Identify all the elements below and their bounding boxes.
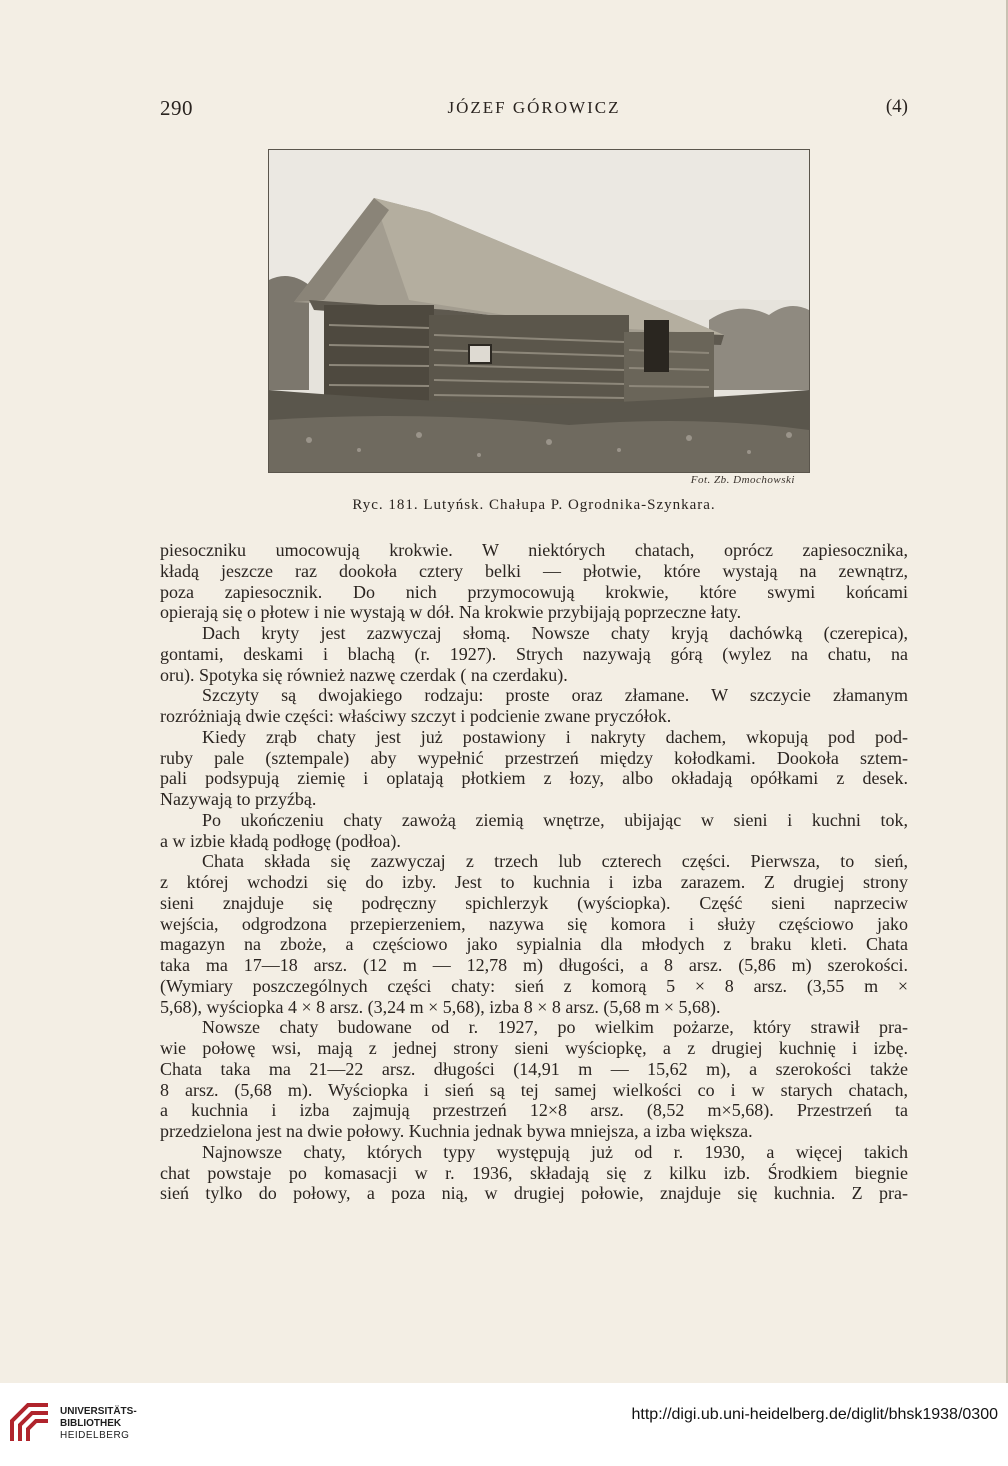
text-line: przedzielona jest na dwie połowy. Kuchnia jednak bywa mniejsza, a izba większa. — [160, 1121, 753, 1141]
text-line: Dach kryty jest zazwyczaj słomą. Nowsze chaty kryją dachówką (czerepica), — [202, 623, 908, 643]
text-line: sieni znajduje się podręczny spichlerzyk (wyściopka). Część sieni naprzeciw — [160, 892, 908, 913]
section-mark: (4) — [885, 96, 908, 117]
page-url-link[interactable]: http://digi.ub.uni-heidelberg.de/diglit/bhsk1938/0300 — [631, 1406, 998, 1423]
text-line: 8 arsz. (5,68 m). Wyściopka i sień są tej samej wielkości co i w starych chatach, — [160, 1079, 908, 1100]
text-line: Nowsze chaty budowane od r. 1927, po wielkim pożarze, który strawił pra- — [202, 1017, 908, 1038]
text-line: Chata taka ma 21—22 arsz. długości (14,91 m — 15,62 m), a szerokości także — [160, 1058, 908, 1079]
text-line: Najnowsze chaty, których typy występują już od r. 1930, a więcej takich — [202, 1141, 908, 1162]
house-photograph — [268, 149, 810, 473]
text-line: Nazywają to przyźbą. — [160, 789, 317, 809]
text-line: 5,68), wyściopka 4 × 8 arsz. (3,24 m × 5,68), izba 8 × 8 arsz. (5,68 m × 5,68). — [160, 996, 721, 1017]
text-line: Po ukończeniu chaty zawożą ziemią wnętrze, ubijając w sieni i kuchni tok, — [202, 809, 908, 830]
text-line: Chata składa się zazwyczaj z trzech lub czterech części. Pierwsza, to sień, — [202, 851, 908, 872]
text-line: gontami, deskami i blachą (r. 1927). Strych nazywają górą (wylez na chatu, na — [160, 643, 908, 664]
text-line: sień tylko do połowy, a poza nią, w drugiej połowie, znajduje się kuchnia. Z pra- — [160, 1183, 908, 1204]
text-line: taka ma 17—18 arsz. (12 m — 12,78 m) długości, a 8 arsz. (5,86 m) szerokości. — [160, 955, 908, 975]
text-line: wie połowę wsi, mają z jednej strony sieni wyściopkę, a z drugiej kuchnię i izbę. — [160, 1038, 908, 1058]
photo-credit: Fot. Zb. Dmochowski — [690, 474, 795, 486]
text-line: wejścia, odgrodzona przepierzeniem, nazywa się komora i służy częściowo jako — [160, 913, 908, 934]
library-name-line: BIBLIOTHEK — [60, 1418, 122, 1429]
text-line: ruby pale (sztempale) aby wypełnić przestrzeń między kołodkami. Dookoła sztem- — [160, 747, 908, 768]
library-logo-icon — [8, 1401, 52, 1445]
text-line: piesoczniku umocowują krokwie. W niektórych chatach, oprócz zapiesocznika, — [160, 540, 908, 560]
text-line: chat powstaje po komasacji w r. 1936, składają się z kilku izb. Środkiem biegnie — [160, 1162, 908, 1183]
library-logo[interactable] — [8, 1401, 208, 1451]
text-line: (Wymiary poszczególnych części chaty: sień z komorą 5 × 8 arsz. (3,55 m × — [160, 975, 908, 996]
text-line: poza zapiesocznik. Do nich przymocowują krokwie, które swymi końcami — [160, 581, 908, 602]
library-name-line: HEIDELBERG — [60, 1430, 130, 1441]
page-number: 290 — [160, 96, 193, 120]
text-line: opierają się o płotew i nie wystają w dół. Na krokwie przybijają poprzeczne łaty. — [160, 602, 742, 623]
house-photo-illustration — [269, 150, 809, 472]
text-line: a kuchnia i izba zajmują przestrzeń 12×8 arsz. (8,52 m×5,68). Przestrzeń ta — [160, 1100, 908, 1121]
text-line: Kiedy zrąb chaty jest już postawiony i nakryty dachem, wkopują pod pod- — [202, 726, 908, 747]
page-header — [160, 96, 908, 124]
text-line: rozróżniają dwie części: właściwy szczyt i podcienie zwane pryczółok. — [160, 706, 672, 726]
running-head: JÓZEF GÓROWICZ — [447, 98, 621, 117]
text-line: magazyn na zboże, a częściowo jako sypialnia dla młodych z braku kleti. Chata — [160, 934, 908, 955]
library-name-line: UNIVERSITÄTS- — [60, 1406, 137, 1417]
figure-caption: Ryc. 181. Lutyńsk. Chałupa P. Ogrodnika-Szynkara. — [352, 497, 716, 513]
text-line: kładą jeszcze raz dookoła cztery belki — płotwie, które wystają na zewnątrz, — [160, 560, 908, 581]
body-text — [160, 540, 908, 1204]
text-line: z której wchodzi się do izby. Jest to kuchnia i izba zarazem. Z drugiej strony — [160, 872, 908, 892]
text-line: pali podsypują ziemię i oplatają płotkiem z łozy, albo okładają opółkami z desek. — [160, 768, 908, 789]
text-line: oru). Spotyka się również nazwę czerdak ( na czerdaku). — [160, 664, 568, 685]
text-line: Szczyty są dwojakiego rodzaju: proste oraz złamane. W szczycie złamanym — [202, 685, 908, 706]
text-line: a w izbie kładą podłogę (podłoa). — [160, 830, 401, 851]
library-name — [60, 1406, 137, 1442]
